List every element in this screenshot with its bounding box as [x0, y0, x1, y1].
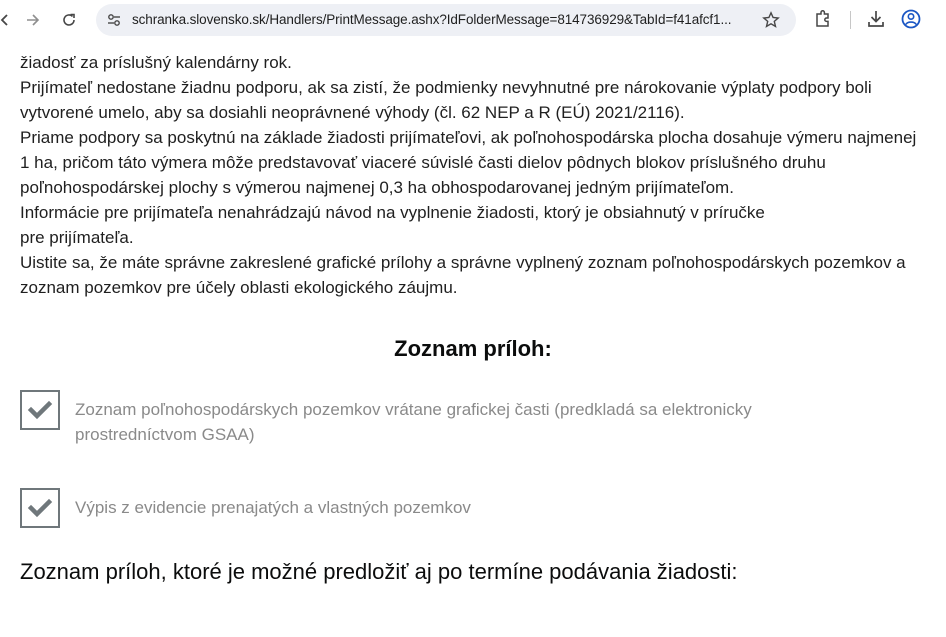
back-icon[interactable] [0, 5, 20, 35]
attachment-checkbox[interactable] [20, 390, 60, 430]
attachments-heading: Zoznam príloh: [394, 336, 552, 361]
paragraph-4: Informácie pre prijímateľa nenahrádzajú návod na vyplnenie žiadosti, ktorý je obsiahnutý v príručke [20, 203, 765, 222]
page-content [0, 40, 946, 637]
toolbar-separator [850, 11, 851, 29]
checkmark-icon [27, 495, 53, 521]
site-info-icon[interactable] [104, 10, 124, 30]
attachment-checkbox[interactable] [20, 488, 60, 528]
forward-icon[interactable] [18, 5, 48, 35]
paragraph-1: žiadosť za príslušný kalendárny rok. [20, 53, 292, 72]
attachment-label: Výpis z evidencie prenajatých a vlastných pozemkov [75, 498, 471, 517]
address-bar[interactable] [96, 4, 796, 36]
paragraph-3: Priame podpory sa poskytnú na základe žiadosti prijímateľovi, ak poľnohospodárska plocha dosahuje výmeru najmenej 1 ha, pričom táto výmera môže predstavovať viaceré súvislé časti dielov pôdnych blokov príslušného druhu poľnohospodárskej plochy s výmerou najmenej 0,3 ha obhospodarovanej jedným prijímateľom. [20, 128, 917, 197]
paragraph-5: pre prijímateľa. [20, 228, 134, 247]
paragraph-2: Prijímateľ nedostane žiadnu podporu, ak sa zistí, že podmienky nevyhnutné pre nárokovanie výplaty podpory boli vytvorené umelo, aby sa dosiahli neoprávnené výhody (čl. 62 NEP a R (EÚ) 2021/2116). [20, 78, 872, 122]
extensions-icon[interactable] [812, 8, 834, 30]
profile-icon[interactable] [900, 8, 922, 30]
url-text[interactable]: schranka.slovensko.sk/Handlers/PrintMessage.ashx?IdFolderMessage=814736929&TabId=f41afcf1... [132, 12, 732, 27]
paragraph-6: Uistite sa, že máte správne zakreslené grafické prílohy a správne vyplnený zoznam poľnohospodárskych pozemkov a zoznam pozemkov pre účely oblasti ekologického záujmu. [20, 253, 906, 297]
checkmark-icon [27, 397, 53, 423]
reload-icon[interactable] [54, 5, 84, 35]
star-icon[interactable] [762, 11, 780, 29]
later-attachments-heading: Zoznam príloh, ktoré je možné predložiť aj po termíne podávania žiadosti: [20, 559, 738, 584]
browser-toolbar [0, 0, 946, 40]
attachment-label: Zoznam poľnohospodárskych pozemkov vrátane grafickej časti (predkladá sa elektronicky prostredníctvom GSAA) [75, 400, 752, 444]
download-icon[interactable] [865, 8, 887, 30]
